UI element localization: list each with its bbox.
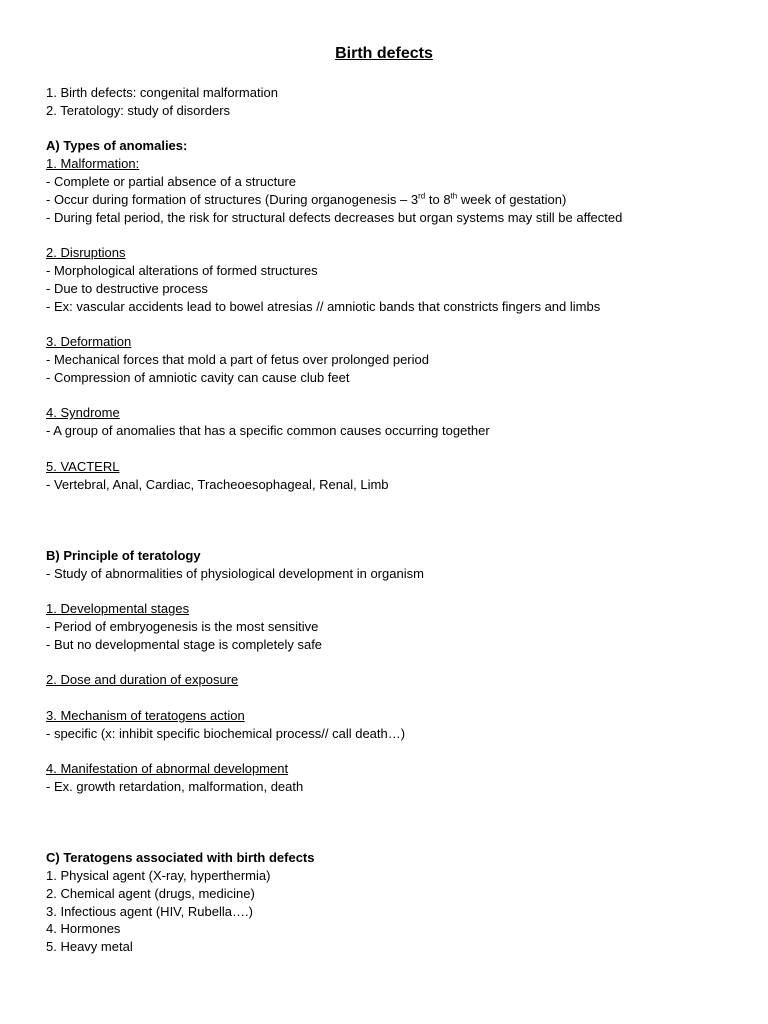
syndrome-heading: 4. Syndrome [46,405,120,421]
section-b-heading: B) Principle of teratology [46,547,201,563]
page-title: Birth defects [335,45,433,62]
malformation-heading: 1. Malformation: [46,156,140,172]
list-item: - Mechanical forces that mold a part of fetus over prolonged period [46,351,429,367]
list-item: - Period of embryogenesis is the most sensitive [46,618,319,634]
list-item: - Ex: vascular accidents lead to bowel atresias // amniotic bands that constricts fingers and limbs [46,298,601,314]
list-item: 1. Physical agent (X-ray, hyperthermia) [46,868,271,884]
spacer [46,654,746,672]
vacterl-heading: 5. VACTERL [46,458,120,474]
spacer [46,493,746,546]
list-item: - Occur during formation of structures (During organogenesis – 3rd to 8th week of gestation) [46,191,567,207]
section-a-heading: A) Types of anomalies: [46,138,188,154]
document-body [46,84,746,956]
spacer [46,226,746,244]
spacer [46,796,746,849]
list-item: 3. Infectious agent (HIV, Rubella….) [46,903,253,919]
list-item: 4. Hormones [46,921,121,937]
mechanism-heading: 3. Mechanism of teratogens action [46,707,245,723]
spacer [46,582,746,600]
list-item: - Morphological alterations of formed structures [46,262,318,278]
developmental-stages-heading: 1. Developmental stages [46,601,190,617]
spacer [46,315,746,333]
list-item: 2. Chemical agent (drugs, medicine) [46,885,255,901]
intro-line: 2. Teratology: study of disorders [46,102,231,118]
list-item: - Ex. growth retardation, malformation, death [46,779,304,795]
list-item: - Study of abnormalities of physiological development in organism [46,565,424,581]
spacer [46,742,746,760]
list-item: - specific (x: inhibit specific biochemical process// call death…) [46,725,406,741]
list-item: - Complete or partial absence of a structure [46,173,297,189]
list-item: - A group of anomalies that has a specific common causes occurring together [46,423,490,439]
list-item: 5. Heavy metal [46,939,133,955]
list-item: - During fetal period, the risk for structural defects decreases but organ systems may still be affected [46,209,623,225]
list-item: - Due to destructive process [46,280,208,296]
list-item: - But no developmental stage is completely safe [46,636,323,652]
spacer [46,387,746,405]
spacer [46,120,746,138]
intro-line: 1. Birth defects: congenital malformation [46,85,278,100]
deformation-heading: 3. Deformation [46,334,132,350]
list-item: - Vertebral, Anal, Cardiac, Tracheoesophageal, Renal, Limb [46,476,389,492]
list-item: - Compression of amniotic cavity can cause club feet [46,369,350,385]
manifestation-heading: 4. Manifestation of abnormal development [46,761,289,777]
dose-heading: 2. Dose and duration of exposure [46,672,239,688]
spacer [46,440,746,458]
disruptions-heading: 2. Disruptions [46,245,126,261]
section-c-heading: C) Teratogens associated with birth defects [46,850,315,866]
spacer [46,689,746,707]
